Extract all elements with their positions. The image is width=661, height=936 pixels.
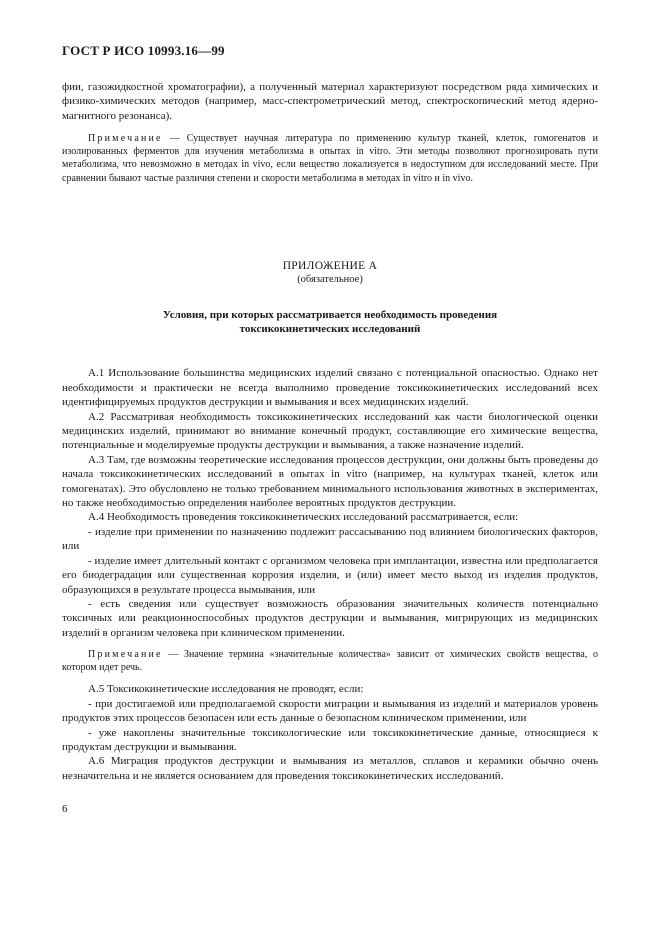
annex-subtitle: (обязательное): [297, 274, 363, 285]
note-2: [62, 648, 598, 674]
clause-a5: А.5 Токсикокинетические исследования не проводят, если:: [88, 683, 364, 696]
note-label: Примечание: [88, 649, 163, 661]
page-number: 6: [62, 803, 68, 815]
clause-a6: А.6 Миграция продуктов деструкции и вымывания из металлов, сплавов и керамики обычно очень незначительна и не является основанием для проведения токсикокинетических исследований.: [62, 755, 598, 782]
list-item: - уже накоплены значительные токсикологические или токсикокинетические данные, относящиеся к продуктам деструкции и вымывания.: [62, 726, 598, 753]
list-item: - есть сведения или существует возможность образования значительных количеств потенциально токсичных или реакционноспособных продуктов деструкции и вымывания, мигрирующих из медицинских изделий в организм человека при клиническом применении.: [62, 597, 598, 639]
note-label: Примечание: [88, 133, 163, 145]
clause-a4: А.4 Необходимость проведения токсикокинетических исследований рассматривается, если:: [88, 511, 519, 524]
annex-heading: [62, 309, 598, 336]
list-item: - изделие имеет длительный контакт с организмом человека при имплантации, известна или предполагается его биодеградация или существенная коррозия изделия, и (или) имеет место выход из изделия продуктов, образующихся в результате процесса вымывания, или: [62, 554, 598, 596]
annex-title: ПРИЛОЖЕНИЕ А: [282, 259, 378, 272]
note-text: — Значение термина «значительные количества» зависит от химических свойств вещества, о котором идет речь.: [62, 649, 598, 674]
clause-a1: А.1 Использование большинства медицинских изделий связано с потенциальной опасностью. Однако нет необходимости и практически не всегда выполнимо проведение токсикокинетических исследований всех идентифицируемых продуктов деструкции и вымывания и всех медицинских изделий.: [62, 367, 598, 409]
list-item: - изделие при применении по назначению подлежит рассасыванию под влиянием биологических факторов, или: [62, 525, 598, 553]
intro-paragraph: фии, газожидкостной хроматографии), а полученный материал характеризуют посредством ряда химических и физико-химических методов (например, масс-спектрометрический метод, спектроскопический метод ядерно-магнитного резонанса).: [62, 81, 598, 122]
intro-note: [62, 132, 598, 184]
page-content: [62, 80, 598, 783]
note-text: — Существует научная литература по применению культур тканей, клеток, гомогенатов и изолированных ферментов для изучения метаболизма в опытах in vitro. Эти методы позволяют прогнозировать пути метаболизма, что невозможно в методах in vivo, если вещество локализуется в недоступном для исследований месте. При сравнении бывают частые различия степени и скорости метаболизма в методах in vitro и in vivo.: [62, 133, 598, 184]
annex-heading-line2: токсикокинетических исследований: [239, 322, 421, 335]
list-item: - при достигаемой или предполагаемой скорости миграции и вымывания из изделий и материалов уровень продуктов этих процессов безопасен или есть данные о безопасном клиническом применении, или: [62, 697, 598, 725]
document-id-header: ГОСТ Р ИСО 10993.16—99: [62, 43, 225, 58]
clause-a2: А.2 Рассматривая необходимость токсикокинетических исследований как части биологической оценки медицинских изделий, принимают во внимание конечный продукт, составляющие его химические вещества, потенциальные и моделируемые продукты деструкции и вымывания, а также назначение изделий.: [62, 410, 598, 452]
annex-heading-line1: Условия, при которых рассматривается необходимость проведения: [162, 309, 498, 322]
clause-a3: А.3 Там, где возможны теоретические исследования процессов деструкции, они должны быть проведены до начала токсикокинетических исследований в опытах in vitro (например, на культурах тканей, клеток или гомогенатах). Это обусловлено не только требованием минимального использования животных в экспериментах, но также необходимостью определения наиболее вероятных продуктов деструкции.: [62, 453, 598, 510]
